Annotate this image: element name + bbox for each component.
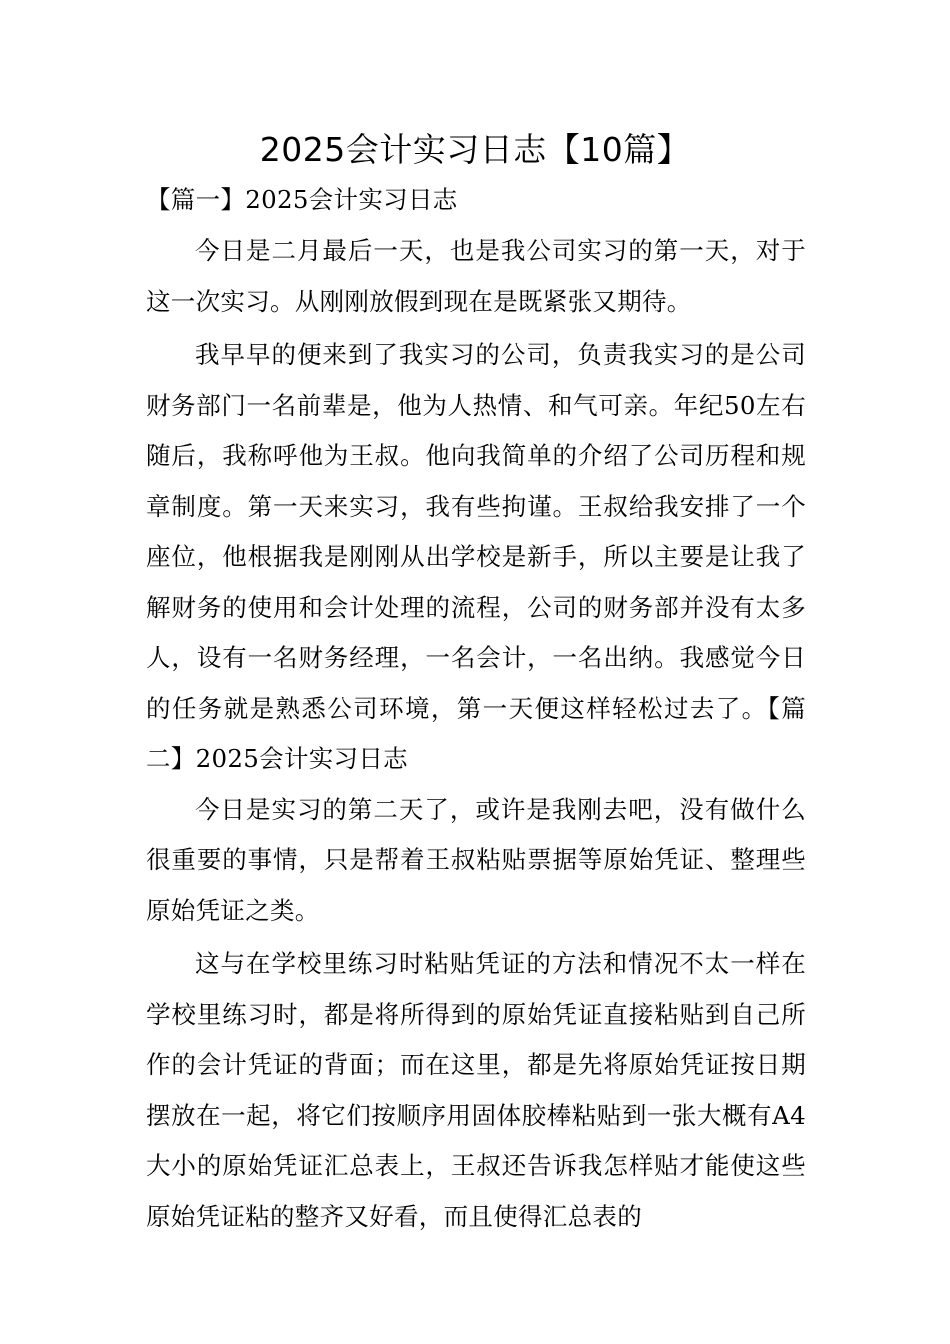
document-title: 2025会计实习日志【10篇】 [259,130,691,169]
section-heading-1: 【篇一】2025会计实习日志 [146,185,458,214]
paragraph-2: 我早早的便来到了我实习的公司，负责我实习的是公司财务部门一名前辈是，他为人热情、和气可亲。年纪50左右随后，我称呼他为王叔。他向我简单的介绍了公司历程和规章制度。第一天来实习，我有些拘谨。王叔给我安排了一个座位，他根据我是刚刚从出学校是新手，所以主要是让我了解财务的使用和会计处理的流程，公司的财务部并没有太多人，设有一名财务经理，一名会计，一名出纳。我感觉今日的任务就是熟悉公司环境，第一天便这样轻松过去了。【篇二】2025会计实习日志 [146,340,806,773]
document-body [146,180,806,1242]
paragraph-4: 这与在学校里练习时粘贴凭证的方法和情况不太一样在学校里练习时，都是将所得到的原始凭证直接粘贴到自己所作的会计凭证的背面；而在这里，都是先将原始凭证按日期摆放在一起，将它们按顺序用固体胶棒粘贴到一张大概有A4大小的原始凭证汇总表上，王叔还告诉我怎样贴才能使这些原始凭证粘的整齐又好看，而且使得汇总表的 [146,949,806,1231]
paragraph-1: 今日是二月最后一天，也是我公司实习的第一天，对于这一次实习。从刚刚放假到现在是既紧张又期待。 [146,236,806,316]
paragraph-3: 今日是实习的第二天了，或许是我刚去吧，没有做什么很重要的事情，只是帮着王叔粘贴票据等原始凭证、整理些原始凭证之类。 [146,794,806,925]
